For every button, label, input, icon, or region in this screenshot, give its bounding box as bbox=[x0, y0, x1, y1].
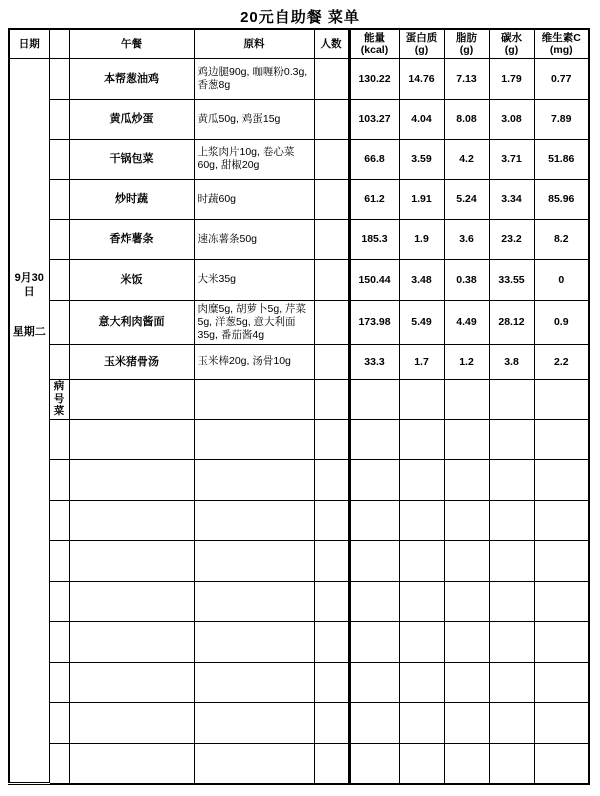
people-cell bbox=[314, 259, 349, 300]
empty-cell bbox=[349, 419, 399, 460]
empty-cell bbox=[349, 743, 399, 784]
energy-cell: 66.8 bbox=[349, 139, 399, 179]
protein-cell: 3.59 bbox=[399, 139, 444, 179]
vitamin-c-cell: 8.2 bbox=[534, 219, 589, 259]
fat-cell: 4.49 bbox=[444, 300, 489, 344]
fat-cell: 8.08 bbox=[444, 99, 489, 139]
empty-cell bbox=[69, 460, 194, 501]
energy-cell: 103.27 bbox=[349, 99, 399, 139]
empty-cell bbox=[534, 622, 589, 663]
empty-cell bbox=[444, 622, 489, 663]
empty-cell bbox=[444, 419, 489, 460]
dish-row bbox=[9, 179, 589, 219]
ward-cell bbox=[49, 344, 69, 379]
vitamin-c-cell: 0 bbox=[534, 259, 589, 300]
vitamin-c-cell: 51.86 bbox=[534, 139, 589, 179]
empty-row bbox=[9, 703, 589, 744]
date-block bbox=[10, 271, 49, 339]
people-cell bbox=[314, 344, 349, 379]
header-lunch: 午餐 bbox=[69, 29, 194, 58]
carbs-cell: 28.12 bbox=[489, 300, 534, 344]
vitamin-c-cell: 0.77 bbox=[534, 58, 589, 99]
empty-cell bbox=[534, 541, 589, 582]
empty-cell bbox=[314, 662, 349, 703]
empty-row bbox=[9, 541, 589, 582]
empty-cell bbox=[399, 662, 444, 703]
carbs-cell: 1.79 bbox=[489, 58, 534, 99]
empty-cell bbox=[534, 460, 589, 501]
ward-cell bbox=[49, 259, 69, 300]
protein-cell: 4.04 bbox=[399, 99, 444, 139]
empty-cell bbox=[194, 703, 314, 744]
empty-row bbox=[9, 460, 589, 501]
empty-cell bbox=[489, 662, 534, 703]
carbs-cell: 23.2 bbox=[489, 219, 534, 259]
empty-row bbox=[9, 622, 589, 663]
empty-cell bbox=[314, 743, 349, 784]
ingredients-cell: 玉米棒20g, 汤骨10g bbox=[194, 344, 314, 379]
empty-cell bbox=[49, 703, 69, 744]
ingredients-cell: 鸡边腿90g, 咖喱粉0.3g, 香葱8g bbox=[194, 58, 314, 99]
ingredients-cell bbox=[194, 379, 314, 419]
energy-cell: 150.44 bbox=[349, 259, 399, 300]
ward-cell bbox=[49, 219, 69, 259]
header-vitamin-c: 维生素C (mg) bbox=[534, 29, 589, 58]
empty-cell bbox=[534, 500, 589, 541]
energy-cell: 33.3 bbox=[349, 344, 399, 379]
empty-cell bbox=[349, 460, 399, 501]
empty-cell bbox=[49, 743, 69, 784]
fat-cell: 1.2 bbox=[444, 344, 489, 379]
empty-cell bbox=[194, 743, 314, 784]
empty-cell bbox=[489, 581, 534, 622]
empty-cell bbox=[534, 703, 589, 744]
header-fat: 脂肪 (g) bbox=[444, 29, 489, 58]
empty-cell bbox=[194, 581, 314, 622]
energy-cell: 185.3 bbox=[349, 219, 399, 259]
empty-cell bbox=[314, 460, 349, 501]
fat-cell: 0.38 bbox=[444, 259, 489, 300]
carbs-cell: 3.71 bbox=[489, 139, 534, 179]
empty-cell bbox=[399, 581, 444, 622]
ward-cell bbox=[49, 58, 69, 99]
empty-row bbox=[9, 743, 589, 784]
empty-cell bbox=[49, 581, 69, 622]
empty-row bbox=[9, 419, 589, 460]
dish-name: 玉米猪骨汤 bbox=[69, 344, 194, 379]
header-ingredients: 原料 bbox=[194, 29, 314, 58]
empty-cell bbox=[534, 662, 589, 703]
date-cell bbox=[9, 58, 49, 784]
people-cell bbox=[314, 179, 349, 219]
empty-row bbox=[9, 581, 589, 622]
fat-cell: 3.6 bbox=[444, 219, 489, 259]
empty-cell bbox=[314, 581, 349, 622]
empty-cell bbox=[69, 419, 194, 460]
empty-cell bbox=[489, 541, 534, 582]
empty-cell bbox=[69, 703, 194, 744]
empty-cell bbox=[69, 541, 194, 582]
ward-cell bbox=[49, 300, 69, 344]
empty-cell bbox=[444, 460, 489, 501]
empty-cell bbox=[49, 622, 69, 663]
carbs-cell bbox=[489, 379, 534, 419]
empty-cell bbox=[69, 581, 194, 622]
dish-name: 炒时蔬 bbox=[69, 179, 194, 219]
empty-cell bbox=[489, 419, 534, 460]
empty-cell bbox=[349, 581, 399, 622]
people-cell bbox=[314, 99, 349, 139]
empty-cell bbox=[444, 500, 489, 541]
empty-cell bbox=[399, 622, 444, 663]
empty-cell bbox=[69, 662, 194, 703]
menu-table bbox=[8, 28, 590, 785]
empty-cell bbox=[314, 541, 349, 582]
carbs-cell: 3.8 bbox=[489, 344, 534, 379]
empty-cell bbox=[489, 703, 534, 744]
header-protein: 蛋白质 (g) bbox=[399, 29, 444, 58]
dish-name: 米饭 bbox=[69, 259, 194, 300]
ward-dish-row bbox=[9, 379, 589, 419]
carbs-cell: 3.08 bbox=[489, 99, 534, 139]
people-cell bbox=[314, 219, 349, 259]
empty-cell bbox=[399, 460, 444, 501]
header-row bbox=[9, 29, 589, 58]
empty-cell bbox=[314, 419, 349, 460]
empty-cell bbox=[349, 541, 399, 582]
empty-cell bbox=[349, 500, 399, 541]
empty-cell bbox=[534, 743, 589, 784]
dish-row bbox=[9, 139, 589, 179]
people-cell bbox=[314, 58, 349, 99]
header-ward bbox=[49, 29, 69, 58]
empty-row bbox=[9, 500, 589, 541]
empty-cell bbox=[49, 419, 69, 460]
header-date: 日期 bbox=[9, 29, 49, 58]
empty-cell bbox=[349, 703, 399, 744]
empty-cell bbox=[489, 460, 534, 501]
empty-cell bbox=[399, 743, 444, 784]
ingredients-cell: 上浆肉片10g, 卷心菜60g, 甜椒20g bbox=[194, 139, 314, 179]
dish-row bbox=[9, 259, 589, 300]
dish-row bbox=[9, 344, 589, 379]
ward-row-label: 病号菜 bbox=[49, 379, 69, 419]
empty-cell bbox=[49, 460, 69, 501]
dish-row bbox=[9, 99, 589, 139]
empty-cell bbox=[349, 622, 399, 663]
empty-cell bbox=[534, 419, 589, 460]
dish-row bbox=[9, 300, 589, 344]
ingredients-cell: 大米35g bbox=[194, 259, 314, 300]
empty-cell bbox=[399, 703, 444, 744]
dish-name: 本帮葱油鸡 bbox=[69, 58, 194, 99]
empty-cell bbox=[399, 541, 444, 582]
page-title: 20元自助餐 菜单 bbox=[240, 9, 360, 26]
empty-cell bbox=[69, 743, 194, 784]
empty-cell bbox=[49, 662, 69, 703]
protein-cell: 1.9 bbox=[399, 219, 444, 259]
protein-cell: 1.91 bbox=[399, 179, 444, 219]
empty-cell bbox=[399, 419, 444, 460]
people-cell bbox=[314, 300, 349, 344]
empty-cell bbox=[489, 743, 534, 784]
fat-cell: 5.24 bbox=[444, 179, 489, 219]
ward-cell bbox=[49, 139, 69, 179]
dish-name: 意大利肉酱面 bbox=[69, 300, 194, 344]
dish-name: 干锅包菜 bbox=[69, 139, 194, 179]
protein-cell: 5.49 bbox=[399, 300, 444, 344]
dish-row bbox=[9, 58, 589, 99]
protein-cell: 14.76 bbox=[399, 58, 444, 99]
ward-cell bbox=[49, 179, 69, 219]
ward-cell bbox=[49, 99, 69, 139]
empty-cell bbox=[69, 622, 194, 663]
protein-cell: 1.7 bbox=[399, 344, 444, 379]
dish-row bbox=[9, 219, 589, 259]
empty-cell bbox=[444, 662, 489, 703]
empty-cell bbox=[349, 662, 399, 703]
header-energy: 能量 (kcal) bbox=[349, 29, 399, 58]
empty-cell bbox=[489, 622, 534, 663]
header-people: 人数 bbox=[314, 29, 349, 58]
empty-cell bbox=[444, 703, 489, 744]
vitamin-c-cell: 2.2 bbox=[534, 344, 589, 379]
carbs-cell: 33.55 bbox=[489, 259, 534, 300]
empty-cell bbox=[194, 419, 314, 460]
empty-cell bbox=[194, 622, 314, 663]
vitamin-c-cell: 7.89 bbox=[534, 99, 589, 139]
empty-cell bbox=[69, 500, 194, 541]
date-weekday: 星期二 bbox=[12, 325, 46, 338]
empty-cell bbox=[314, 622, 349, 663]
vitamin-c-cell bbox=[534, 379, 589, 419]
ingredients-cell: 肉糜5g, 胡萝卜5g, 芹菜5g, 洋葱5g, 意大利面35g, 番茄酱4g bbox=[194, 300, 314, 344]
vitamin-c-cell: 85.96 bbox=[534, 179, 589, 219]
empty-cell bbox=[194, 541, 314, 582]
empty-cell bbox=[194, 460, 314, 501]
ingredients-cell: 黄瓜50g, 鸡蛋15g bbox=[194, 99, 314, 139]
fat-cell bbox=[444, 379, 489, 419]
people-cell bbox=[314, 139, 349, 179]
header-carbs: 碳水 (g) bbox=[489, 29, 534, 58]
vitamin-c-cell: 0.9 bbox=[534, 300, 589, 344]
date-day: 9月30日 bbox=[14, 271, 44, 298]
empty-cell bbox=[314, 500, 349, 541]
empty-cell bbox=[49, 500, 69, 541]
carbs-cell: 3.34 bbox=[489, 179, 534, 219]
empty-cell bbox=[444, 541, 489, 582]
ingredients-cell: 速冻薯条50g bbox=[194, 219, 314, 259]
menu-table-body bbox=[9, 29, 589, 784]
empty-cell bbox=[534, 581, 589, 622]
empty-cell bbox=[314, 703, 349, 744]
people-cell bbox=[314, 379, 349, 419]
empty-row bbox=[9, 662, 589, 703]
dish-name: 香炸薯条 bbox=[69, 219, 194, 259]
energy-cell: 61.2 bbox=[349, 179, 399, 219]
empty-cell bbox=[399, 500, 444, 541]
fat-cell: 7.13 bbox=[444, 58, 489, 99]
energy-cell bbox=[349, 379, 399, 419]
protein-cell: 3.48 bbox=[399, 259, 444, 300]
dish-name: 黄瓜炒蛋 bbox=[69, 99, 194, 139]
fat-cell: 4.2 bbox=[444, 139, 489, 179]
energy-cell: 130.22 bbox=[349, 58, 399, 99]
empty-cell bbox=[194, 662, 314, 703]
empty-cell bbox=[194, 500, 314, 541]
ingredients-cell: 时蔬60g bbox=[194, 179, 314, 219]
dish-name bbox=[69, 379, 194, 419]
empty-cell bbox=[444, 743, 489, 784]
empty-cell bbox=[444, 581, 489, 622]
energy-cell: 173.98 bbox=[349, 300, 399, 344]
empty-cell bbox=[49, 541, 69, 582]
empty-cell bbox=[489, 500, 534, 541]
protein-cell bbox=[399, 379, 444, 419]
